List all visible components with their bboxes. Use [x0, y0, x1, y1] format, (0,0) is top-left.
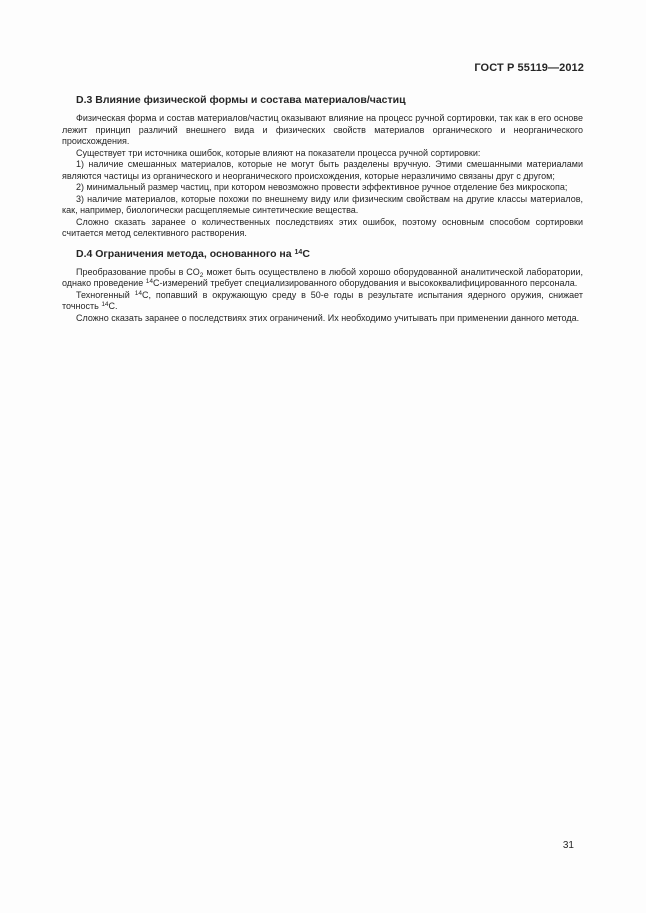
isotope-superscript: 14 [145, 278, 153, 285]
paragraph: Сложно сказать заранее о количественных последствиях этих ошибок, поэтому основным способом сортировки считается метод селективного растворения. [62, 216, 583, 238]
text-run: C, попавший в окружающую среду в 50-е годы в результате испытания ядерного оружия, снижает точность [62, 289, 583, 311]
text-run: Преобразование пробы в CO [76, 266, 200, 277]
section-d4-title-text: D.4 Ограничения метода, основанного на [76, 247, 295, 260]
list-item: 3) наличие материалов, которые похожи по внешнему виду или физическим свойствам на другие классы материалов, как, например, биологически расщепляемые синтетические вещества. [62, 193, 583, 215]
page-content [62, 94, 583, 324]
section-d3-title: D.3 Влияние физической формы и состава материалов/частиц [76, 94, 406, 106]
list-item: 1) наличие смешанных материалов, которые не могут быть разделены вручную. Этими смешанными материалами являются частицы из органического и неорганического происхождения, которые неразличимо связаны друг с другом; [62, 159, 583, 181]
paragraph [62, 267, 583, 290]
element-symbol: C [302, 247, 310, 260]
text-run: Техногенный [76, 289, 135, 300]
isotope-superscript: 14 [134, 289, 142, 297]
section-d4 [62, 248, 583, 325]
paragraph: Сложно сказать заранее о последствиях этих ограничений. Их необходимо учитывать при применении данного метода. [76, 312, 580, 323]
page-number: 31 [562, 840, 574, 851]
isotope-superscript: 14 [294, 248, 303, 256]
isotope-superscript: 14 [101, 301, 109, 308]
section-d3 [62, 94, 583, 240]
text-run: C. [108, 301, 118, 311]
list-item: 2) минимальный размер частиц, при котором невозможно провести эффективное ручное отделение без микроскопа; [76, 182, 568, 192]
paragraph: Физическая форма и состав материалов/частиц оказывают влияние на процесс ручной сортировки, так как в его основе лежит принцип различий внешнего вида и физических свойств материалов органического и неорганического происхождения. [62, 113, 583, 146]
paragraph [62, 290, 583, 313]
subscript: 2 [199, 271, 204, 279]
text-run: может быть осуществлено в любой хорошо оборудованной аналитической лаборатории, однако проведение [62, 266, 584, 288]
document-id: ГОСТ Р 55119—2012 [474, 62, 584, 74]
section-d4-title [76, 248, 583, 261]
text-run: C-измерений требует специализированного оборудования и высококвалифицированного персонала. [152, 278, 578, 288]
paragraph: Существует три источника ошибок, которые влияют на показатели процесса ручной сортировки: [76, 147, 481, 158]
